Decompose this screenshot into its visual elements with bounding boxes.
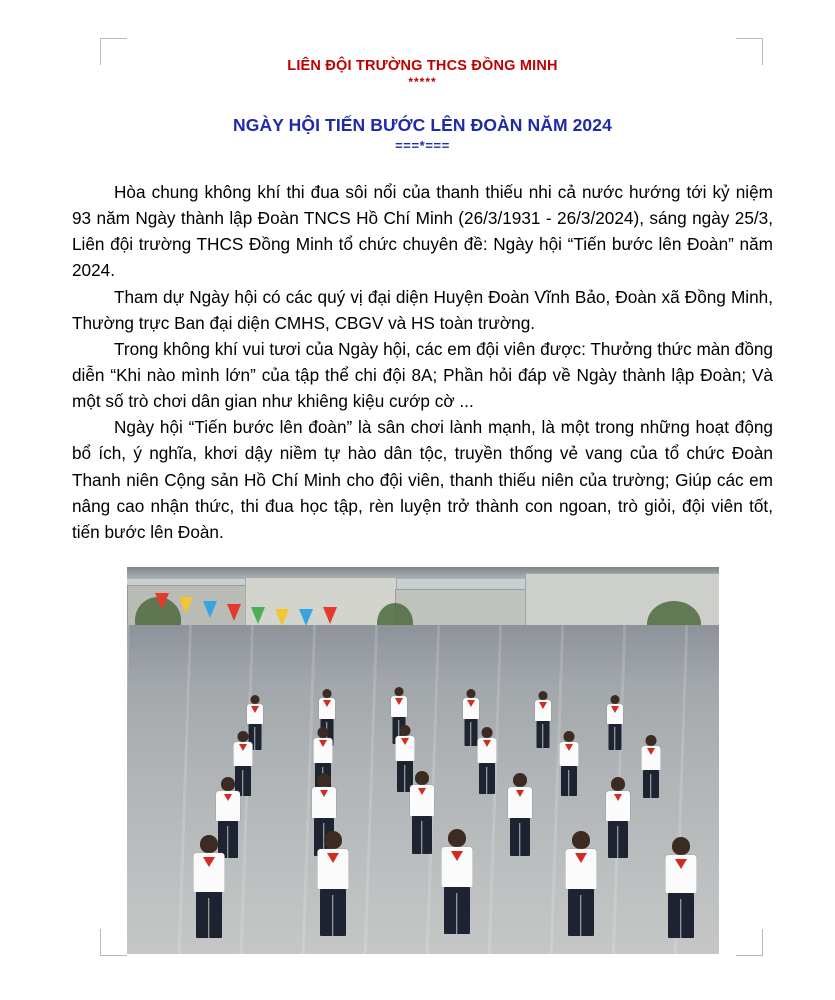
paragraph-2: Tham dự Ngày hội có các quý vị đại diện Huyện Đoàn Vĩnh Bảo, Đoàn xã Đồng Minh, Thường trực Ban đại diện CMHS, CBGV và HS toàn trường.	[72, 286, 773, 333]
photo-student	[505, 773, 535, 857]
paragraph-4: Ngày hội “Tiến bước lên đoàn” là sân chơi lành mạnh, là một trong những hoạt động bổ ích, ý nghĩa, khơi dậy niềm tự hào dân tộc, truyền thống vẻ vang của tổ chức Đoàn Thanh niên Cộng sản Hồ Chí Minh cho đội viên, thanh thiếu niên của trường; Giúp các em nâng cao nhận thức, thi đua học tập, rèn luyện trở thành con ngoan, trò giỏi, đội viên tốt, tiến bước lên Đoàn.	[72, 417, 773, 542]
article-photo-container	[72, 567, 773, 954]
organization-heading: LIÊN ĐỘI TRƯỜNG THCS ĐỒNG MINH	[287, 58, 558, 74]
paragraph-3: Trong không khí vui tươi của Ngày hội, các em đội viên được: Thưởng thức màn đồng diễn “Khi nào mình lớn” của tập thể chi đội 8A; Phần hỏi đáp về Ngày thành lập Đoàn; Và một số trò chơi dân gian như khiêng kiệu cướp cờ ...	[72, 338, 773, 412]
photo-student	[661, 837, 701, 939]
photo-student	[605, 695, 625, 751]
bunting-flag	[155, 593, 169, 610]
title-separator: ===*===	[395, 138, 450, 153]
organization-star-separator: *****	[408, 75, 437, 89]
photo-student	[313, 831, 353, 937]
article-photo	[127, 567, 719, 954]
photo-student	[437, 829, 477, 935]
page-title: NGÀY HỘI TIẾN BƯỚC LÊN ĐOÀN NĂM 2024	[233, 115, 612, 135]
photo-student	[561, 831, 601, 937]
document-content	[72, 58, 773, 954]
bunting-flag	[275, 609, 289, 626]
article-body	[72, 179, 773, 545]
paragraph-1: Hòa chung không khí thi đua sôi nổi của thanh thiếu nhi cả nước hướng tới kỷ niệm 93 năm Ngày thành lập Đoàn TNCS Hồ Chí Minh (26/3/1931 - 26/3/2024), sáng ngày 25/3, Liên đội trường THCS Đồng Minh tổ chức chuyên đề: Ngày hội “Tiến bước lên Đoàn” năm 2024.	[72, 182, 773, 281]
bunting-flag	[179, 597, 193, 614]
bunting-flag	[251, 607, 265, 624]
bunting-flag	[203, 601, 217, 618]
photo-student	[189, 835, 229, 939]
photo-student	[475, 727, 499, 795]
photo-student	[639, 735, 663, 799]
photo-student	[533, 691, 553, 749]
bunting-flag	[299, 609, 313, 626]
bunting-flag	[323, 607, 337, 624]
photo-student	[603, 777, 633, 859]
bunting-flag	[227, 604, 241, 621]
photo-student	[557, 731, 581, 797]
photo-student	[407, 771, 437, 855]
